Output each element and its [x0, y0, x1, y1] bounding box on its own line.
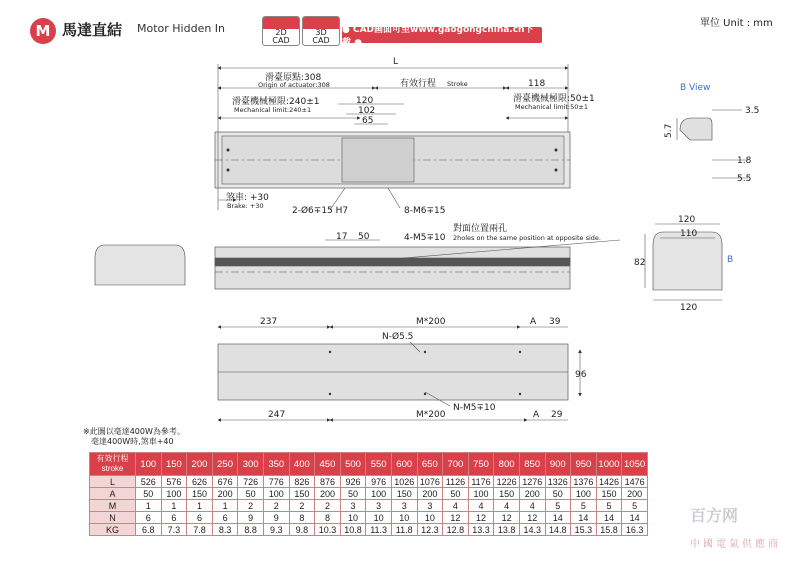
- dim-5-7: 5.7: [664, 123, 674, 138]
- spec-cell: 100: [468, 488, 494, 500]
- dim-65: 65: [362, 116, 374, 126]
- spec-cell: 12.3: [417, 524, 443, 536]
- mech-right-en: Mechanical limit:50±1: [515, 103, 588, 111]
- spec-cell: 576: [161, 476, 187, 488]
- spec-cell: 5: [571, 500, 597, 512]
- spec-cell: 150: [289, 488, 315, 500]
- note-line-1: ※此圖以毫達400W為參考。: [83, 427, 185, 436]
- dim-m200-top: M*200: [416, 317, 446, 327]
- spec-cell: 7.8: [187, 524, 213, 536]
- spec-cell: 2: [263, 500, 289, 512]
- spec-cell: 4: [443, 500, 469, 512]
- spec-cell: 200: [519, 488, 545, 500]
- spec-cell: 626: [187, 476, 213, 488]
- spec-header-row: [90, 453, 648, 476]
- dim-3-5: 3.5: [745, 106, 760, 116]
- spec-cell: 12: [443, 512, 469, 524]
- cad-2d-label-a: 2D: [275, 28, 287, 37]
- table-row: [90, 512, 648, 524]
- spec-cell: 1: [161, 500, 187, 512]
- spec-stroke-cell: 500: [340, 453, 366, 476]
- spec-stroke-cell: 300: [238, 453, 264, 476]
- page-title-cn: 馬達直結: [62, 21, 123, 39]
- dim-L: L: [393, 57, 399, 67]
- spec-cell: 1: [187, 500, 213, 512]
- spec-cell: 14: [596, 512, 622, 524]
- spec-cell: 150: [596, 488, 622, 500]
- spec-cell: 8.8: [238, 524, 264, 536]
- dim-120-bottom: 120: [680, 303, 698, 313]
- spec-cell: 200: [622, 488, 648, 500]
- hole-8-m6: 8-M6∓15: [404, 206, 446, 216]
- spec-cell: 9: [263, 512, 289, 524]
- spec-cell: 16.3: [622, 524, 648, 536]
- spec-cell: 8: [289, 512, 315, 524]
- spec-row-label: L: [90, 476, 136, 488]
- spec-stroke-cell: 850: [519, 453, 545, 476]
- spec-row-label: A: [90, 488, 136, 500]
- spec-stroke-cell: 900: [545, 453, 571, 476]
- spec-cell: 200: [417, 488, 443, 500]
- spec-cell: 1126: [443, 476, 469, 488]
- spec-cell: 726: [238, 476, 264, 488]
- note: [83, 427, 185, 447]
- spec-cell: 14: [571, 512, 597, 524]
- b-marker: B: [727, 255, 734, 265]
- spec-stroke-cell: 350: [263, 453, 289, 476]
- brake-en: Brake: +30: [227, 202, 264, 210]
- dim-5-5: 5.5: [737, 174, 752, 184]
- origin-en: Origin of actuator:308: [258, 81, 330, 89]
- spec-cell: 3: [340, 500, 366, 512]
- spec-cell: 9.8: [289, 524, 315, 536]
- dim-110: 110: [680, 229, 698, 239]
- spec-cell: 1026: [391, 476, 417, 488]
- spec-table: [89, 452, 648, 536]
- note-line-2: 毫達400W時,煞車+40: [91, 437, 174, 446]
- end-view-right: [653, 232, 722, 290]
- spec-cell: 6: [212, 512, 238, 524]
- mech-right-cn: 滑臺機械極限:50±1: [513, 94, 595, 104]
- hole-2-phi6: 2-Ø6∓15 H7: [292, 206, 349, 216]
- mech-left-cn: 滑臺機械極限:240±1: [232, 97, 320, 107]
- spec-stroke-cell: 200: [187, 453, 213, 476]
- hole-n-phi5-5: N-Ø5.5: [382, 332, 414, 342]
- spec-cell: 100: [161, 488, 187, 500]
- unit-label: 單位 Unit : mm: [700, 18, 773, 29]
- motor-end-left: [95, 245, 185, 285]
- spec-cell: 12: [494, 512, 520, 524]
- spec-cell: 5: [596, 500, 622, 512]
- spec-cell: 200: [315, 488, 341, 500]
- spec-cell: 10.8: [340, 524, 366, 536]
- table-row: [90, 524, 648, 536]
- spec-cell: 100: [571, 488, 597, 500]
- dim-50: 50: [358, 232, 370, 242]
- spec-cell: 100: [366, 488, 392, 500]
- dim-120: 120: [356, 96, 374, 106]
- spec-cell: 4: [494, 500, 520, 512]
- page-title-en: Motor Hidden In: [137, 22, 226, 35]
- stroke-en: Stroke: [447, 80, 468, 88]
- spec-cell: 6: [136, 512, 162, 524]
- spec-header-label: 有效行程 stroke: [90, 453, 136, 476]
- dim-247: 247: [268, 410, 286, 420]
- spec-cell: 676: [212, 476, 238, 488]
- spec-cell: 9.3: [263, 524, 289, 536]
- watermark-text: 中國電氣供應商: [690, 539, 781, 550]
- dim-237: 237: [260, 317, 278, 327]
- b-view-profile: [680, 118, 712, 140]
- mech-left-en: Mechanical limit:240±1: [234, 106, 312, 114]
- cad-3d-label-a: 3D: [315, 28, 327, 37]
- spec-stroke-cell: 750: [468, 453, 494, 476]
- spec-cell: 2: [238, 500, 264, 512]
- spec-cell: 1076: [417, 476, 443, 488]
- spec-stroke-cell: 550: [366, 453, 392, 476]
- spec-cell: 12.8: [443, 524, 469, 536]
- cad-download-banner[interactable]: ● CAD画面可至www.gaogongchina.cn下載 ●: [342, 27, 542, 43]
- spec-stroke-cell: 100: [136, 453, 162, 476]
- spec-cell: 876: [315, 476, 341, 488]
- brake-cn: 煞車: +30: [226, 193, 269, 203]
- spec-cell: 826: [289, 476, 315, 488]
- spec-cell: 200: [212, 488, 238, 500]
- spec-cell: 10: [366, 512, 392, 524]
- origin-cn: 滑臺原點:308: [265, 73, 322, 83]
- dim-a-bottom: A: [533, 410, 540, 420]
- spec-cell: 50: [545, 488, 571, 500]
- spec-cell: 100: [263, 488, 289, 500]
- spec-cell: 7.3: [161, 524, 187, 536]
- spec-cell: 14.8: [545, 524, 571, 536]
- dim-1-8: 1.8: [737, 156, 752, 166]
- spec-cell: 1326: [545, 476, 571, 488]
- opposite-holes-cn: 對面位置兩孔: [453, 224, 508, 234]
- spec-cell: 12: [468, 512, 494, 524]
- spec-row-label: M: [90, 500, 136, 512]
- spec-cell: 50: [340, 488, 366, 500]
- spec-stroke-cell: 700: [443, 453, 469, 476]
- spec-cell: 150: [187, 488, 213, 500]
- spec-cell: 1426: [596, 476, 622, 488]
- spec-cell: 8: [315, 512, 341, 524]
- spec-cell: 14: [545, 512, 571, 524]
- spec-stroke-cell: 600: [391, 453, 417, 476]
- spec-stroke-cell: 1050: [622, 453, 648, 476]
- spec-stroke-cell: 1000: [596, 453, 622, 476]
- dim-120-top: 120: [678, 215, 696, 225]
- spec-stroke-cell: 450: [315, 453, 341, 476]
- dim-29: 29: [551, 410, 563, 420]
- hole-n-m5: N-M5∓10: [453, 403, 496, 413]
- spec-stroke-cell: 250: [212, 453, 238, 476]
- opposite-holes-en: 2holes on the same position at opposite side.: [453, 234, 601, 242]
- dim-m200-bottom: M*200: [416, 410, 446, 420]
- spec-cell: 150: [494, 488, 520, 500]
- spec-cell: 926: [340, 476, 366, 488]
- spec-cell: 10: [417, 512, 443, 524]
- spec-cell: 3: [417, 500, 443, 512]
- stroke-cn: 有效行程: [400, 79, 437, 89]
- spec-stroke-cell: 150: [161, 453, 187, 476]
- spec-cell: 1276: [519, 476, 545, 488]
- spec-cell: 150: [391, 488, 417, 500]
- spec-cell: 10: [391, 512, 417, 524]
- spec-cell: 6.8: [136, 524, 162, 536]
- spec-stroke-cell: 650: [417, 453, 443, 476]
- dim-82: 82: [634, 258, 646, 268]
- spec-cell: 1: [212, 500, 238, 512]
- spec-cell: 4: [519, 500, 545, 512]
- spec-cell: 976: [366, 476, 392, 488]
- spec-cell: 12: [519, 512, 545, 524]
- spec-cell: 50: [136, 488, 162, 500]
- dim-96: 96: [575, 370, 587, 380]
- spec-stroke-cell: 800: [494, 453, 520, 476]
- spec-cell: 14: [622, 512, 648, 524]
- table-row: [90, 500, 648, 512]
- spec-cell: 3: [366, 500, 392, 512]
- spec-cell: 11.8: [391, 524, 417, 536]
- watermark-logo: 百方网: [690, 506, 739, 525]
- section-badge: M: [30, 18, 56, 44]
- spec-cell: 8.3: [212, 524, 238, 536]
- dim-17: 17: [336, 232, 348, 242]
- hole-4-m5: 4-M5∓10: [404, 233, 446, 243]
- spec-cell: 776: [263, 476, 289, 488]
- spec-cell: 50: [238, 488, 264, 500]
- spec-cell: 13.8: [494, 524, 520, 536]
- spec-cell: 2: [315, 500, 341, 512]
- spec-cell: 9: [238, 512, 264, 524]
- dim-118: 118: [528, 79, 546, 89]
- spec-cell: 6: [161, 512, 187, 524]
- spec-row-label: KG: [90, 524, 136, 536]
- spec-cell: 1176: [468, 476, 494, 488]
- spec-row-label: N: [90, 512, 136, 524]
- b-view-label: B View: [680, 83, 711, 93]
- spec-cell: 50: [443, 488, 469, 500]
- dim-39: 39: [549, 317, 561, 327]
- cad-3d-label-b: CAD: [312, 36, 330, 45]
- spec-stroke-cell: 950: [571, 453, 597, 476]
- spec-cell: 11.3: [366, 524, 392, 536]
- cad-2d-label-b: CAD: [272, 36, 290, 45]
- spec-cell: 5: [545, 500, 571, 512]
- table-row: [90, 488, 648, 500]
- spec-cell: 1226: [494, 476, 520, 488]
- spec-cell: 14.3: [519, 524, 545, 536]
- spec-cell: 2: [289, 500, 315, 512]
- spec-cell: 10: [340, 512, 366, 524]
- spec-cell: 3: [391, 500, 417, 512]
- dim-102: 102: [358, 106, 376, 116]
- spec-cell: 1376: [571, 476, 597, 488]
- spec-cell: 1: [136, 500, 162, 512]
- spec-cell: 1476: [622, 476, 648, 488]
- table-row: [90, 476, 648, 488]
- spec-cell: 13.3: [468, 524, 494, 536]
- spec-cell: 10.3: [315, 524, 341, 536]
- spec-cell: 15.8: [596, 524, 622, 536]
- spec-stroke-cell: 400: [289, 453, 315, 476]
- spec-cell: 15.3: [571, 524, 597, 536]
- spec-cell: 526: [136, 476, 162, 488]
- spec-cell: 6: [187, 512, 213, 524]
- side-view-body: [215, 247, 570, 289]
- spec-cell: 5: [622, 500, 648, 512]
- dim-a-top: A: [530, 317, 537, 327]
- spec-cell: 4: [468, 500, 494, 512]
